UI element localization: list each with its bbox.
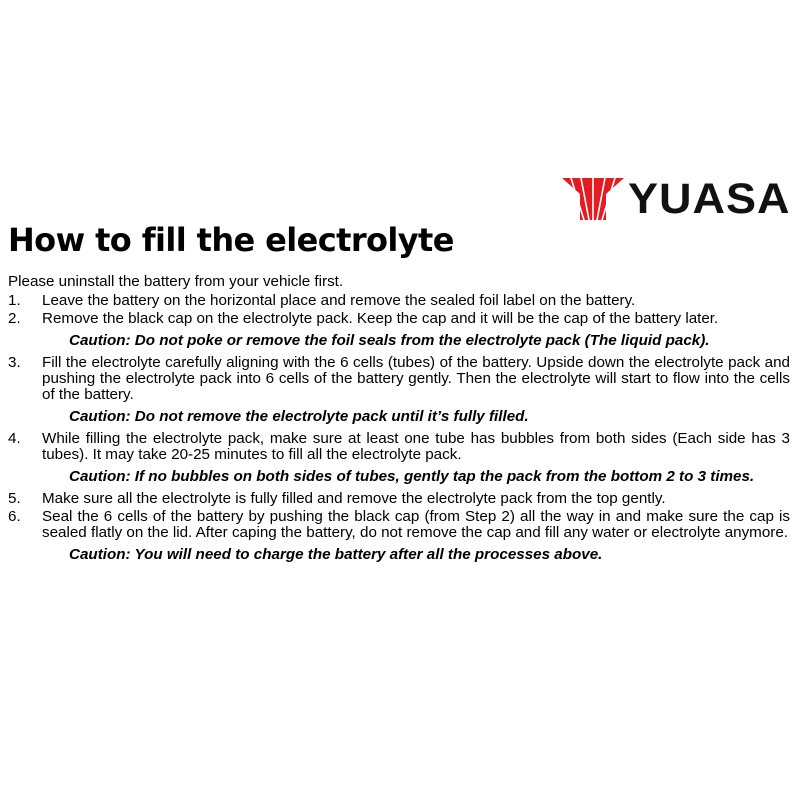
step-number: 2. [8,310,21,327]
step-number: 4. [8,430,21,447]
step-1 [8,293,790,309]
step-text: Leave the battery on the horizontal place and remove the sealed foil label on the battery. [42,292,636,309]
step-text: Fill the electrolyte carefully aligning with the 6 cells (tubes) of the battery. Upside down the electrolyte pack and pushing the electrolyte pack into 6 cells of the battery gently. Then the electrolyte will start to flow into the cells of the battery. [42,354,790,403]
page-title: How to fill the electrolyte [8,221,454,259]
caution-3: Caution: If no bubbles on both sides of tubes, gently tap the pack from the bottom 2 to 3 times. [69,468,755,485]
step-text: Remove the black cap on the electrolyte pack. Keep the cap and it will be the cap of the battery later. [42,310,719,327]
step-number: 5. [8,490,21,507]
step-text: Make sure all the electrolyte is fully filled and remove the electrolyte pack from the top gently. [42,490,666,507]
step-number: 3. [8,354,21,371]
yuasa-fan-icon [562,174,624,222]
step-text: Seal the 6 cells of the battery by pushing the black cap (from Step 2) all the way in and make sure the cap is sealed flatly on the lid. After caping the battery, do not remove the cap and fill any water or electrolyte anymore. [42,508,790,541]
step-2 [8,311,790,327]
step-6 [8,509,790,541]
intro-text: Please uninstall the battery from your vehicle first. [8,273,344,290]
caution-2: Caution: Do not remove the electrolyte pack until it’s fully filled. [69,408,529,425]
step-number: 6. [8,508,21,525]
step-5 [8,491,790,507]
caution-4: Caution: You will need to charge the battery after all the processes above. [69,546,603,563]
step-3 [8,355,790,403]
caution-1: Caution: Do not poke or remove the foil seals from the electrolyte pack (The liquid pack). [69,332,710,349]
step-4 [8,431,790,463]
brand-name: YUASA [628,173,791,223]
step-text: While filling the electrolyte pack, make sure at least one tube has bubbles from both sides (Each side has 3 tubes). It may take 20-25 minutes to fill all the electrolyte pack. [42,430,790,463]
step-number: 1. [8,292,21,309]
yuasa-logo [562,172,798,224]
instructions [8,274,790,569]
